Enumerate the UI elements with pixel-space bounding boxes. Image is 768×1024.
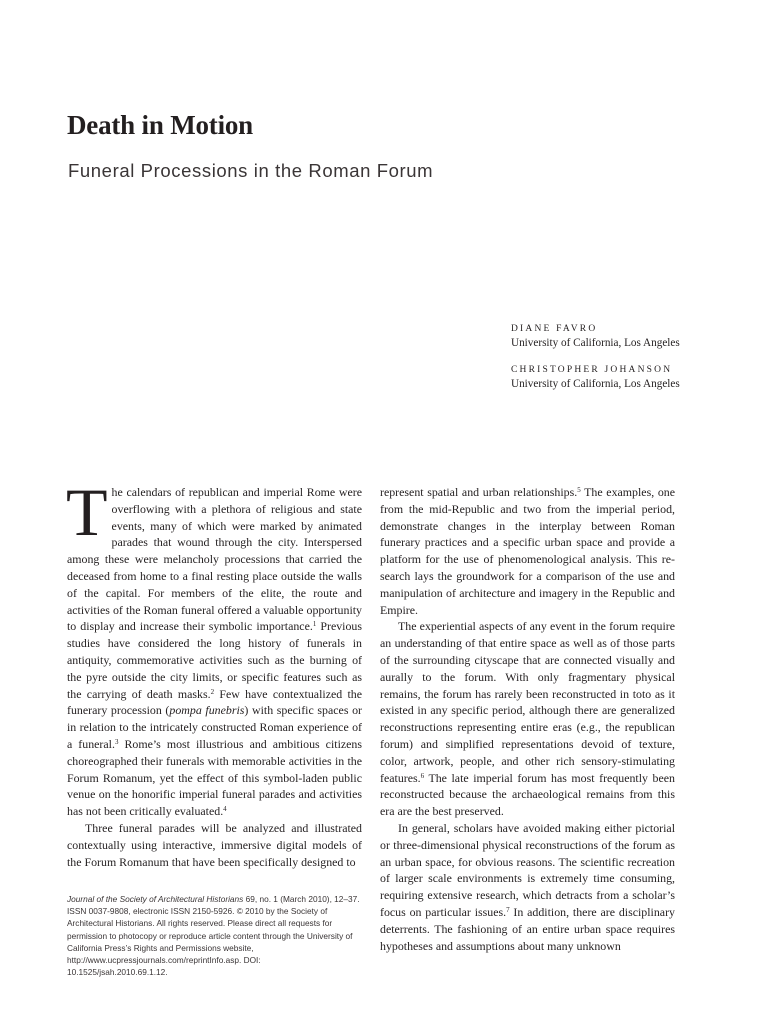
article-title: Death in Motion	[67, 110, 254, 140]
author-name: CHRISTOPHER JOHANSON	[511, 365, 673, 375]
body-paragraph	[66, 474, 362, 820]
author-block	[511, 364, 751, 392]
author-name: DIANE FAVRO	[511, 324, 598, 334]
article-subtitle: Funeral Processions in the Roman Forum	[68, 160, 434, 181]
footnote-ref[interactable]: 7	[506, 905, 510, 914]
author-block	[511, 323, 751, 351]
body-text: Rome’s most illustrious and ambitious citizens choreographed their funerals with memorable activities in the Forum Romanum, yet the effect of this symbol-laden public venue on the honorific imperial funeral parades and activities has not been critically evaluated.	[67, 736, 362, 819]
body-text: he calendars of republican and imperial Rome were overflowing with a plethora of religious and state events, many of which were marked by animated parades that wound through the city. Interspersed among these were melancholy processions that carried the deceased from home to a final resting place outside the walls of the capital. For members of the elite, the route and activities of the Roman funeral offered a valuable opportunity to display and increase their symbolic importance.	[67, 485, 362, 634]
body-column-right	[380, 484, 675, 954]
body-text: represent spatial and urban relationships.	[380, 485, 578, 499]
footnote-ref[interactable]: 6	[420, 771, 425, 780]
body-paragraph	[380, 820, 675, 954]
body-text: The experiential aspects of any event in the forum require an understanding of that entire space as well as of those parts of the surrounding cityscape that are connected visually and aurally to the forum. With only fragmentary physical remains, the forum has rarely been reconstructed in toto as it existed in any specific period, although there are generalized reconstructions representing entire eras (e.g., the republican forum) and simplified representations devoid of texture, color, artwork, people, and other rich sensory-stimulating features.	[380, 619, 675, 785]
footnote-ref[interactable]: 5	[577, 486, 581, 494]
publication-footnote	[67, 893, 362, 978]
body-text: In addition, there are disciplinary deterrents. The fashioning of an entire urban space requires hypotheses and assumptions about many unknown	[380, 904, 675, 953]
author-affiliation: University of California, Los Angeles	[511, 337, 680, 349]
body-paragraph	[67, 820, 362, 870]
body-paragraph	[380, 618, 675, 820]
body-text: Previous studies have considered the long history of funerals in antiquity, commemorative activities such as the burning of the pyre outside the city limits, or specific features such as the carrying of death masks.	[67, 619, 362, 701]
body-text: ) with specific spaces or in relation to the intricately constructed Roman experience of a funeral.	[67, 703, 362, 751]
body-text: The examples, one from the mid-Republic and two from the imperial period, demonstrate changes in the interplay between Roman funerary practices and a specific urban space and provide a platform for the use of phenomenological analysis. This research lays the groundwork for a comparison of the use and manipulation of architecture and imagery in the Republic and Empire.	[380, 485, 676, 617]
author-affiliation: University of California, Los Angeles	[511, 378, 680, 390]
body-text: Few have contextualized the funerary procession (	[67, 686, 362, 718]
footnote-ref[interactable]: 1	[312, 620, 317, 629]
drop-cap: T	[66, 474, 108, 550]
journal-name: Journal of the Society of Architectural Historians	[67, 894, 244, 904]
footnote-ref[interactable]: 4	[223, 805, 227, 814]
footnote-text: 69, no. 1 (March 2010), 12–37. ISSN 0037-9808, electronic ISSN 2150-5926. © 2010 by the Society of Architectural Historians. All rights reserved. Please direct all requests for permission to photocopy or reproduce article content through the University of California Press’s Rights and Permissions website, http://www.ucpressjournals.com/reprintInfo.asp. DOI: 10.1525/jsah.2010.69.1.12.	[67, 894, 360, 978]
body-paragraph	[380, 484, 675, 618]
body-text: Three funeral parades will be analyzed and illustrated contextually using interactive, immersive digital models of the Forum Romanum that have been specifically designed to	[67, 820, 362, 869]
body-column-left	[66, 474, 362, 870]
body-text: In general, scholars have avoided making either pictorial or three-dimensional physical reconstructions of the forum as an urban space, for obvious reasons. The scientific recreation of larger scale environments is extremely time consuming, requiring extensive research, which detracts from a scholar’s focus on particular issues.	[380, 820, 675, 919]
body-text: The late imperial forum has most frequently been reconstructed because the archaeological remains from this era are the best preserved.	[380, 770, 675, 819]
footnote-ref[interactable]: 3	[114, 737, 119, 746]
footnote-ref[interactable]: 2	[210, 687, 215, 696]
body-text-italic: pompa funebris	[169, 703, 245, 718]
